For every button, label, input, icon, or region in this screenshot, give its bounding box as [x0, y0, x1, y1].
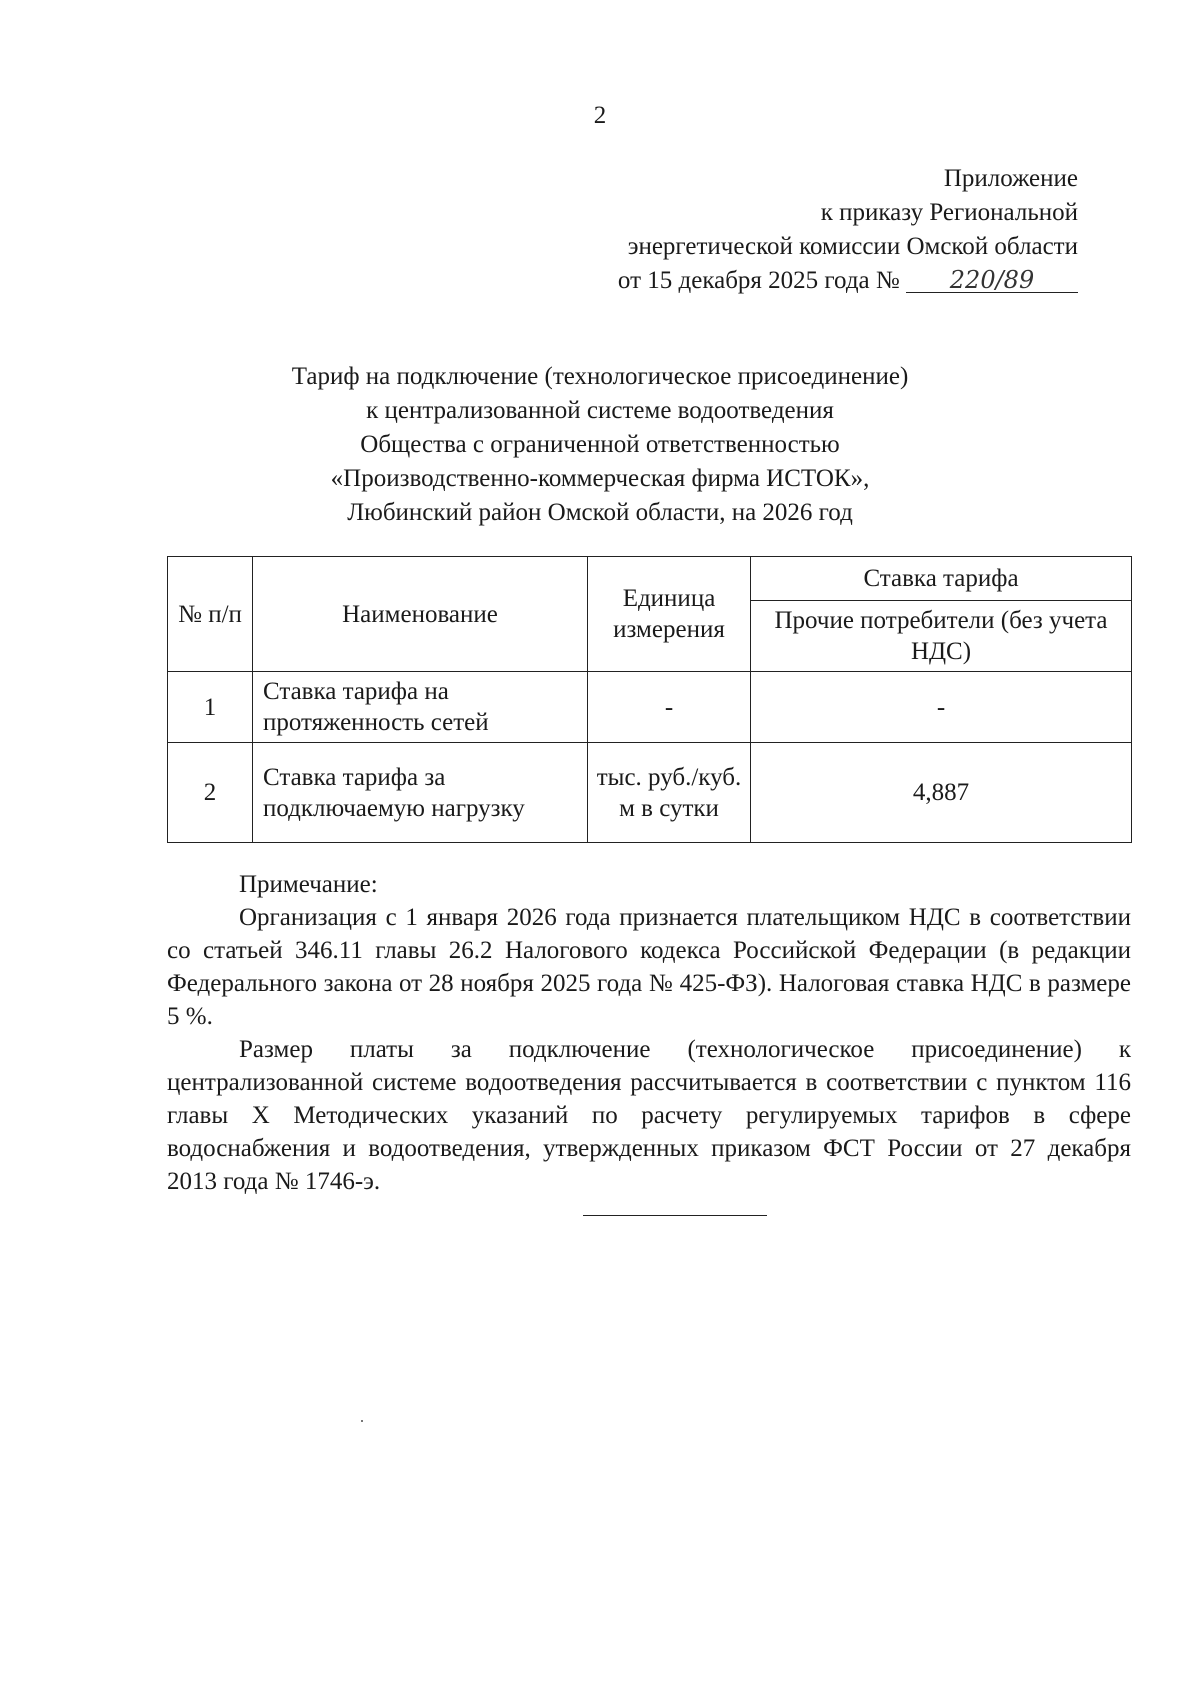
table-header-row [168, 557, 1132, 601]
title-line-4: «Производственно-коммерческая фирма ИСТОК», [330, 465, 870, 492]
appendix-line-3: энергетической комиссии Омской области [627, 233, 1078, 260]
header-unit: Единица измерения [588, 557, 751, 672]
title-line-3: Общества с ограниченной ответственностью [360, 431, 840, 458]
title-line-1: Тариф на подключение (технологическое присоединение) [291, 363, 909, 390]
note-paragraph-2: Размер платы за подключение (технологическое присоединение) к централизованной системе водоотведения рассчитывается в соответствии с пунктом 116 главы X Методических указаний по расчету регулируемых тарифов в сфере водоснабжения и водоотведения, утвержденных приказом ФСТ России от 27 декабря 2013 года № 1746-э. [167, 1036, 1131, 1195]
tariff-table [167, 556, 1132, 843]
row-2-name: Ставка тарифа за подключаемую нагрузку [253, 743, 588, 843]
scan-speck [361, 1420, 363, 1422]
end-divider [583, 1215, 767, 1216]
page-number: 2 [593, 102, 607, 129]
row-1-unit: - [588, 672, 751, 743]
order-number-handwritten: 220/89 [906, 268, 1078, 293]
note-paragraph-1: Организация с 1 января 2026 года признается плательщиком НДС в соответствии со статьей 346.11 главы 26.2 Налогового кодекса Российской Федерации (в редакции Федерального закона от 28 ноября 2025 года № 425-ФЗ). Налоговая ставка НДС в размере 5 %. [167, 904, 1131, 1030]
header-consumers: Прочие потребители (без учета НДС) [751, 601, 1132, 672]
appendix-line-1: Приложение [943, 165, 1078, 192]
row-2-value: 4,887 [751, 743, 1132, 843]
appendix-block [618, 162, 1078, 298]
appendix-line-2: к приказу Региональной [820, 199, 1078, 226]
note-label: Примечание: [239, 871, 378, 898]
order-date-text: от 15 декабря 2025 года № [617, 267, 900, 294]
header-num: № п/п [168, 557, 253, 672]
row-1-num: 1 [168, 672, 253, 743]
title-line-5: Любинский район Омской области, на 2026 год [347, 499, 853, 526]
note-section [167, 868, 1131, 1198]
row-1-name: Ставка тарифа на протяженность сетей [253, 672, 588, 743]
row-1-value: - [751, 672, 1132, 743]
header-rate: Ставка тарифа [751, 557, 1132, 601]
header-name: Наименование [253, 557, 588, 672]
table-row [168, 743, 1132, 843]
document-title [0, 360, 1200, 530]
title-line-2: к централизованной системе водоотведения [366, 397, 834, 424]
row-2-num: 2 [168, 743, 253, 843]
appendix-line-4 [618, 264, 1078, 298]
row-2-unit: тыс. руб./куб. м в сутки [588, 743, 751, 843]
table-row [168, 672, 1132, 743]
